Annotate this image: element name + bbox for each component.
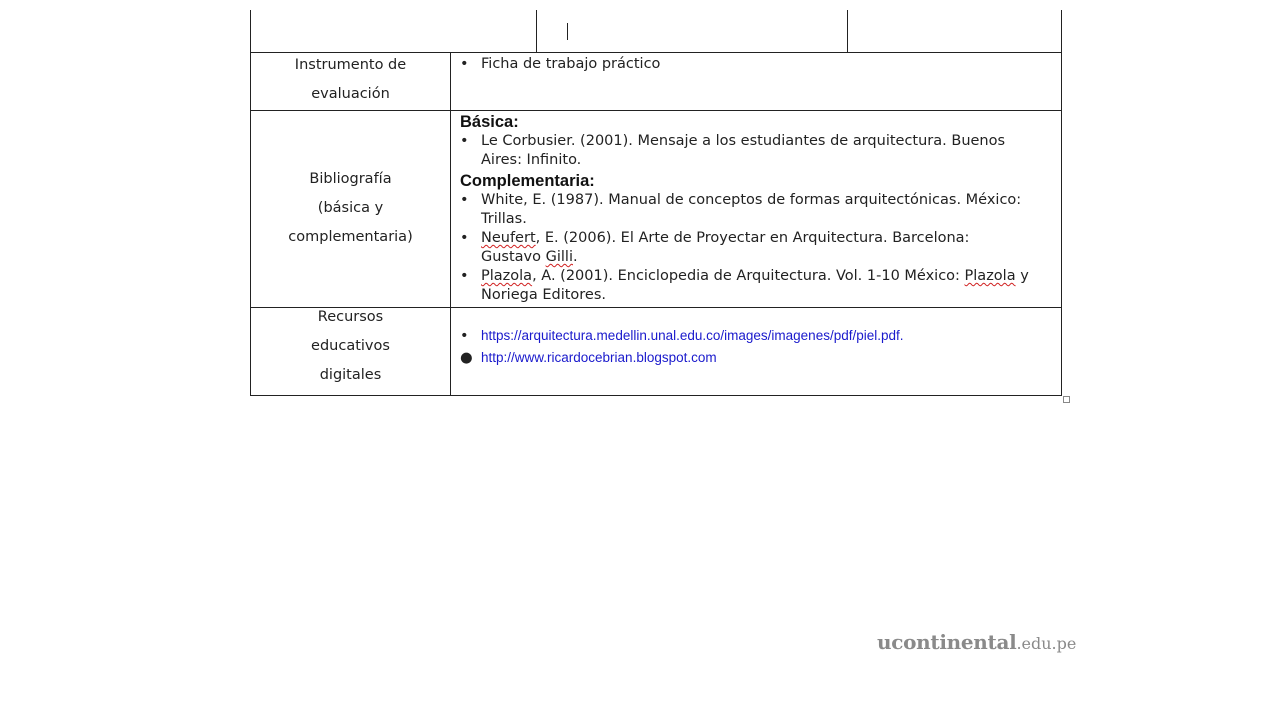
list-item-text: Le Corbusier. (2001). Mensaje a los estudiantes de arquitectura. Buenos bbox=[481, 133, 1006, 149]
text-cursor bbox=[567, 23, 568, 40]
list-item bbox=[460, 325, 1053, 347]
label-line: Recursos bbox=[317, 309, 384, 325]
list-item-text bbox=[481, 267, 1053, 286]
list-item-text: Trillas. bbox=[481, 211, 527, 227]
list-item-text bbox=[481, 248, 1053, 267]
list-item bbox=[460, 191, 1053, 229]
basic-heading: Básica: bbox=[460, 113, 519, 131]
list-item bbox=[460, 267, 1053, 305]
label-line: (básica y bbox=[317, 200, 384, 216]
misspelled-word: Gilli bbox=[545, 249, 573, 265]
resource-link[interactable]: https://arquitectura.medellin.unal.edu.co/images/imagenes/pdf/piel.pdf. bbox=[481, 328, 904, 343]
label-line: evaluación bbox=[311, 86, 390, 102]
bullet-icon: ● bbox=[460, 350, 473, 366]
misspelled-word: Plazola bbox=[481, 268, 533, 284]
bullet-icon: • bbox=[460, 56, 469, 72]
misspelled-word: Plazola bbox=[964, 268, 1016, 284]
evaluation-instrument-content bbox=[460, 55, 1053, 74]
column-divider bbox=[450, 53, 451, 110]
misspelled-word: Neufert bbox=[481, 230, 536, 246]
column-divider bbox=[450, 308, 451, 395]
row-label-evaluation-instrument bbox=[251, 51, 450, 109]
bullet-icon: • bbox=[460, 268, 469, 284]
text-fragment: , E. (2006). El Arte de Proyectar en Arquitectura. Barcelona: bbox=[535, 230, 970, 246]
text-fragment: y bbox=[1015, 268, 1029, 284]
label-line: Bibliografía bbox=[309, 171, 392, 187]
table-row-bibliography bbox=[250, 111, 1062, 308]
row-label-bibliography bbox=[251, 165, 450, 252]
column-divider bbox=[847, 10, 848, 52]
list-item bbox=[460, 132, 1053, 170]
bullet-icon: • bbox=[460, 328, 469, 344]
text-fragment: Gustavo bbox=[481, 249, 546, 265]
label-line: complementaria) bbox=[288, 229, 413, 245]
text-fragment: , A. (2001). Enciclopedia de Arquitectura. Vol. 1-10 México: bbox=[532, 268, 965, 284]
text-fragment: . bbox=[572, 249, 578, 265]
column-divider bbox=[536, 10, 537, 52]
footer-brand-logo bbox=[877, 630, 1076, 654]
digital-resources-content bbox=[460, 325, 1053, 369]
brand-name: ucontinental bbox=[877, 630, 1017, 654]
table-resize-handle[interactable] bbox=[1063, 396, 1070, 403]
resource-link[interactable]: http://www.ricardocebrian.blogspot.com bbox=[481, 350, 717, 365]
row-label-digital-resources bbox=[251, 303, 450, 390]
complementary-heading: Complementaria: bbox=[460, 172, 595, 190]
table-row-digital-resources bbox=[250, 308, 1062, 396]
list-item-text: Aires: Infinito. bbox=[481, 152, 582, 168]
bullet-icon: • bbox=[460, 133, 469, 149]
table-row-evaluation-instrument bbox=[250, 53, 1062, 111]
table-row-partial bbox=[250, 10, 1062, 53]
column-divider bbox=[450, 111, 451, 307]
list-item-text bbox=[481, 229, 1053, 248]
list-item bbox=[460, 229, 1053, 267]
brand-domain: .edu.pe bbox=[1016, 634, 1077, 653]
list-item bbox=[460, 347, 1053, 369]
list-item-text: White, E. (1987). Manual de conceptos de formas arquitectónicas. México: bbox=[481, 192, 1022, 208]
bullet-icon: • bbox=[460, 230, 469, 246]
list-item bbox=[460, 55, 1053, 74]
label-line: educativos bbox=[311, 338, 390, 354]
bullet-icon: • bbox=[460, 192, 469, 208]
bibliography-content bbox=[460, 113, 1053, 305]
label-line: digitales bbox=[319, 367, 382, 383]
list-item-text: Noriega Editores. bbox=[481, 287, 607, 303]
label-line: Instrumento de bbox=[294, 57, 407, 73]
list-item-text: Ficha de trabajo práctico bbox=[481, 56, 661, 72]
